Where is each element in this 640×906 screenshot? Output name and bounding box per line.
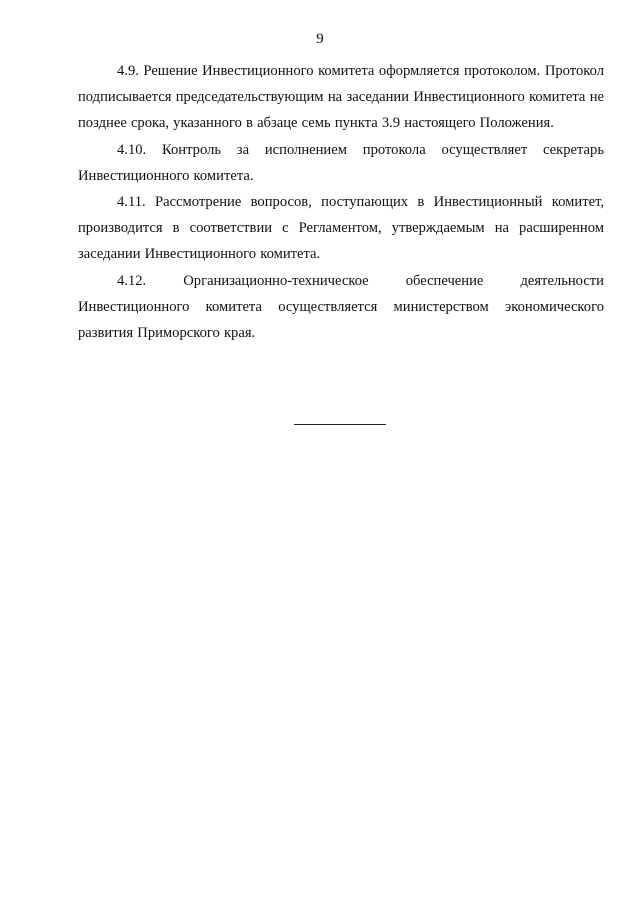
document-body [78, 58, 604, 346]
end-separator-line [294, 424, 386, 425]
paragraph-4-9: 4.9. Решение Инвестиционного комитета оформляется протоколом. Протокол подписывается председательствующим на заседании Инвестиционного комитета не позднее срока, указанного в абзаце семь пункта 3.9 настоящего Положения. [78, 63, 604, 132]
paragraph-4-12: 4.12. Организационно-техническое обеспечение деятельности Инвестиционного комитета осуществляется министерством экономического развития Приморского края. [78, 272, 604, 342]
paragraph-4-10: 4.10. Контроль за исполнением протокола осуществляет секретарь Инвестиционного комитета. [78, 141, 604, 184]
paragraph-4-11: 4.11. Рассмотрение вопросов, поступающих в Инвестиционный комитет, производится в соответствии с Регламентом, утверждаемым на расширенном заседании Инвестиционного комитета. [78, 194, 604, 263]
page-number: 9 [316, 31, 324, 47]
